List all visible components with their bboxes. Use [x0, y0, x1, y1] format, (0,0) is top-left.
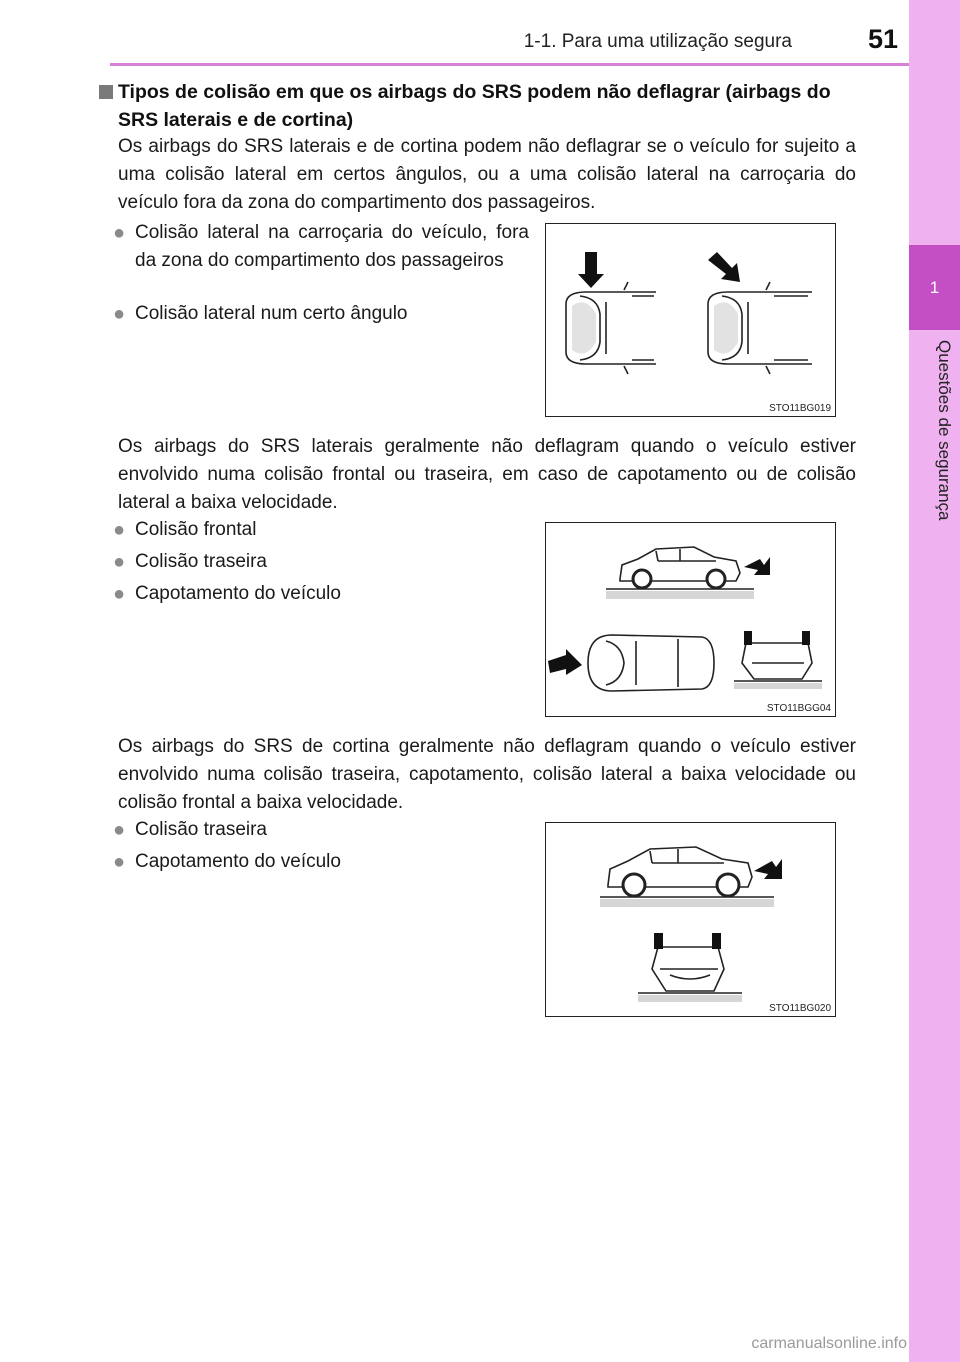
bullet-dot-icon: ● — [113, 222, 126, 244]
list-item — [113, 219, 529, 275]
bullet-text: Colisão frontal — [135, 519, 257, 540]
bullet-dot-icon: ● — [113, 583, 126, 605]
bullet-dot-icon: ● — [113, 519, 126, 541]
page-number: 51 — [867, 24, 898, 54]
running-header-title: 1-1. Para uma utilização segura — [523, 31, 792, 52]
list-item — [113, 816, 529, 844]
chapter-label: Questões de segurança — [935, 340, 954, 521]
front-rear-rollover-illustration — [546, 523, 834, 715]
list-item — [113, 580, 529, 608]
paragraph-curtain-airbags: Os airbags do SRS de cortina geralmente não deflagram quando o veículo estiver envolvido numa colisão traseira, capotamento, colisão lateral a baixa velocidade ou colisão frontal a baixa velocidade. — [118, 736, 856, 813]
bullet-dot-icon: ● — [113, 819, 126, 841]
bullet-text: Colisão traseira — [135, 551, 267, 572]
figure-code: STO11BG020 — [769, 1003, 831, 1014]
figure-front-rear-rollover — [545, 522, 836, 717]
bullet-text: Colisão lateral num certo ângulo — [135, 303, 408, 324]
chapter-number-tab[interactable]: 1 — [909, 245, 960, 330]
figure-side-collision — [545, 223, 836, 417]
chapter-sidebar — [909, 0, 960, 1362]
header-rule — [110, 63, 909, 66]
watermark-text: carmanualsonline.info — [751, 1335, 907, 1352]
rear-rollover-illustration — [546, 823, 834, 1015]
bullet-text: Capotamento do veículo — [135, 851, 341, 872]
bullet-text: Capotamento do veículo — [135, 583, 341, 604]
section-marker-icon — [99, 85, 113, 99]
figure-code: STO11BGG04 — [766, 703, 831, 714]
bullet-dot-icon: ● — [113, 303, 126, 325]
list-item — [113, 548, 529, 576]
section-heading: Tipos de colisão em que os airbags do SRS podem não deflagrar (airbags do SRS laterais e de cortina) — [118, 81, 831, 131]
intro-paragraph: Os airbags do SRS laterais e de cortina podem não deflagrar se o veículo for sujeito a uma colisão lateral em certos ângulos, ou a uma colisão lateral na carroçaria do veículo fora da zona do compartimento dos passageiros. — [118, 136, 856, 213]
list-item — [113, 300, 529, 328]
bullet-dot-icon: ● — [113, 851, 126, 873]
bullet-text: Colisão lateral na carroçaria do veículo, fora da zona do compartimento dos passageiros — [135, 222, 529, 271]
list-item — [113, 516, 529, 544]
paragraph-side-airbags: Os airbags do SRS laterais geralmente não deflagram quando o veículo estiver envolvido numa colisão frontal ou traseira, em caso de capotamento ou de colisão lateral a baixa velocidade. — [118, 436, 856, 513]
bullet-text: Colisão traseira — [135, 819, 267, 840]
figure-code: STO11BG019 — [769, 403, 831, 414]
side-collision-illustration — [546, 224, 834, 415]
figure-rear-rollover — [545, 822, 836, 1017]
bullet-dot-icon: ● — [113, 551, 126, 573]
list-item — [113, 848, 529, 876]
